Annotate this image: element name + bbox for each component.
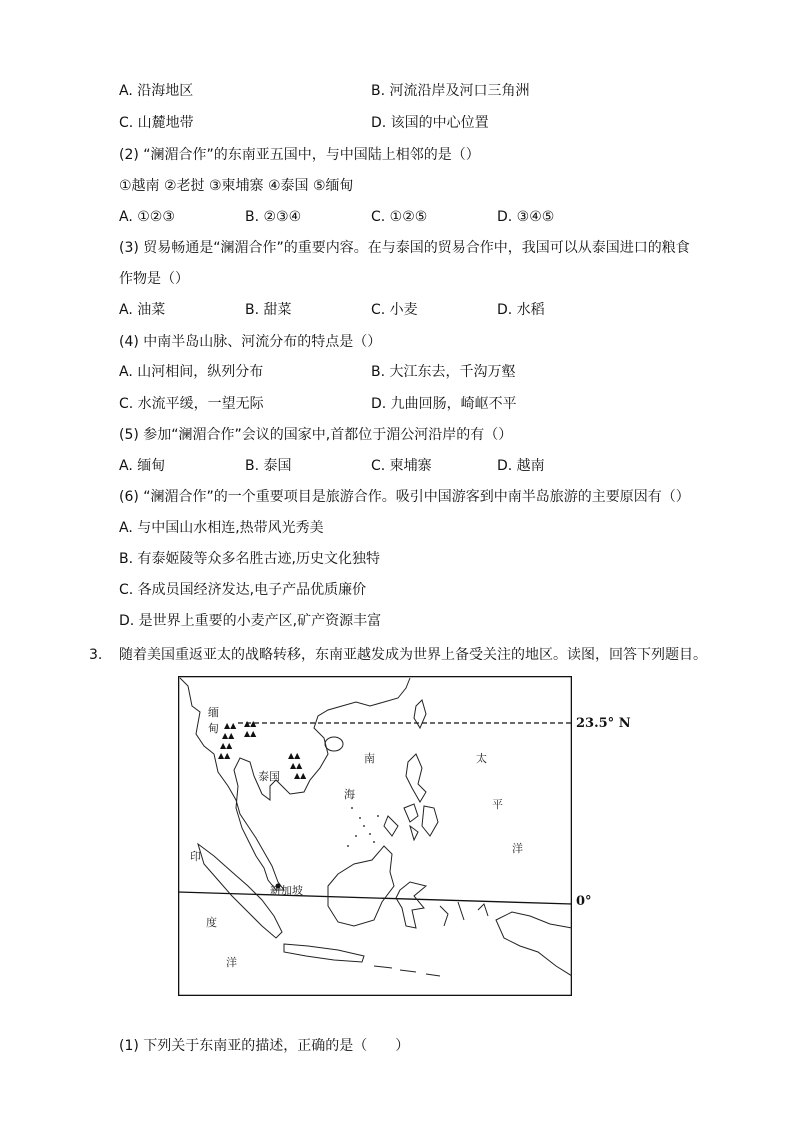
q2-3-stem-line2: 作物是（） xyxy=(119,271,189,287)
svg-text:▲▲: ▲▲ xyxy=(290,761,303,770)
q2-3-option-c: C. 小麦 xyxy=(371,302,418,318)
q2-6-option-d: D. 是世界上重要的小麦产区,矿产资源丰富 xyxy=(119,613,382,629)
map-label-pacific-1: 太 xyxy=(476,752,487,765)
q2-6-option-b: B. 有泰姬陵等众多名胜古迹,历史文化独特 xyxy=(119,551,380,567)
q2-6-stem: (6) “澜湄合作”的一个重要项目是旅游合作。吸引中国游客到中南半岛旅游的主要原因有（） xyxy=(119,489,690,505)
map-label-indian-3: 洋 xyxy=(226,956,237,969)
q2-1-option-d: D. 该国的中心位置 xyxy=(371,115,489,131)
q2-3-stem-line1: (3) 贸易畅通是“澜湄合作”的重要内容。在与泰国的贸易合作中，我国可以从泰国进口的粮食 xyxy=(119,240,690,256)
q2-2-choices: ①越南 ②老挝 ③柬埔寨 ④泰国 ⑤缅甸 xyxy=(119,178,354,194)
map-label-pacific-2: 平 xyxy=(492,798,503,811)
southeast-asia-map xyxy=(178,676,572,996)
q2-4-option-c: C. 水流平缓，一望无际 xyxy=(119,396,264,412)
map-label-scs-1: 南 xyxy=(364,752,375,765)
map-label-indian-2: 度 xyxy=(206,916,217,929)
latitude-label-equator: 0° xyxy=(576,894,592,909)
q2-2-option-b: B. ②③④ xyxy=(245,209,302,225)
q2-1-option-c: C. 山麓地带 xyxy=(119,115,194,131)
map-label-thailand: 泰国 xyxy=(258,770,280,783)
svg-text:▲▲: ▲▲ xyxy=(218,751,231,760)
svg-text:▲▲: ▲▲ xyxy=(244,729,257,738)
q2-5-stem: (5) 参加“澜湄合作”会议的国家中,首都位于湄公河沿岸的有（） xyxy=(119,427,513,443)
svg-text:▲▲: ▲▲ xyxy=(224,721,237,730)
q2-2-option-d: D. ③④⑤ xyxy=(497,209,555,225)
svg-text:▲▲: ▲▲ xyxy=(288,751,301,760)
q2-6-option-a: A. 与中国山水相连,热带风光秀美 xyxy=(119,520,324,536)
q2-3-option-d: D. 水稻 xyxy=(497,302,545,318)
q2-4-option-d: D. 九曲回肠，崎岖不平 xyxy=(371,396,517,412)
q2-2-option-a: A. ①②③ xyxy=(119,209,175,225)
q3-stem: 随着美国重返亚太的战略转移，东南亚越发成为世界上备受关注的地区。读图，回答下列题目。 xyxy=(119,647,707,663)
map-label-myanmar-2: 甸 xyxy=(208,722,219,735)
svg-text:▲▲: ▲▲ xyxy=(244,719,257,728)
q3-number: 3. xyxy=(89,647,103,663)
q2-2-stem: (2) “澜湄合作”的东南亚五国中，与中国陆上相邻的是（） xyxy=(119,147,480,163)
q2-6-option-c: C. 各成员国经济发达,电子产品优质廉价 xyxy=(119,582,367,598)
q2-3-option-a: A. 油菜 xyxy=(119,302,166,318)
q2-3-option-b: B. 甜菜 xyxy=(245,302,292,318)
svg-text:▲▲: ▲▲ xyxy=(222,731,235,740)
map-label-scs-2: 海 xyxy=(344,788,355,801)
q2-1-option-b: B. 河流沿岸及河口三角洲 xyxy=(371,83,530,99)
q2-4-option-b: B. 大江东去，千沟万壑 xyxy=(371,364,516,380)
map-label-myanmar-1: 缅 xyxy=(208,706,219,719)
q2-5-option-c: C. 柬埔寨 xyxy=(371,458,432,474)
map-label-singapore: 新加坡 xyxy=(270,884,303,897)
map-label-indian-1: 印 xyxy=(190,850,201,863)
q2-5-option-d: D. 越南 xyxy=(497,458,545,474)
q2-4-stem: (4) 中南半岛山脉、河流分布的特点是（） xyxy=(119,334,382,350)
q2-5-option-b: B. 泰国 xyxy=(245,458,292,474)
q2-4-option-a: A. 山河相间，纵列分布 xyxy=(119,364,264,380)
q2-1-option-a: A. 沿海地区 xyxy=(119,83,194,99)
latitude-label-tropic: 23.5° N xyxy=(576,716,631,731)
svg-text:▲▲: ▲▲ xyxy=(220,741,233,750)
q3-1-stem: (1) 下列关于东南亚的描述，正确的是（ ） xyxy=(119,1038,410,1054)
q2-5-option-a: A. 缅甸 xyxy=(119,458,166,474)
map-label-pacific-3: 洋 xyxy=(512,842,523,855)
svg-text:▲▲: ▲▲ xyxy=(294,771,307,780)
q2-2-option-c: C. ①②⑤ xyxy=(371,209,428,225)
